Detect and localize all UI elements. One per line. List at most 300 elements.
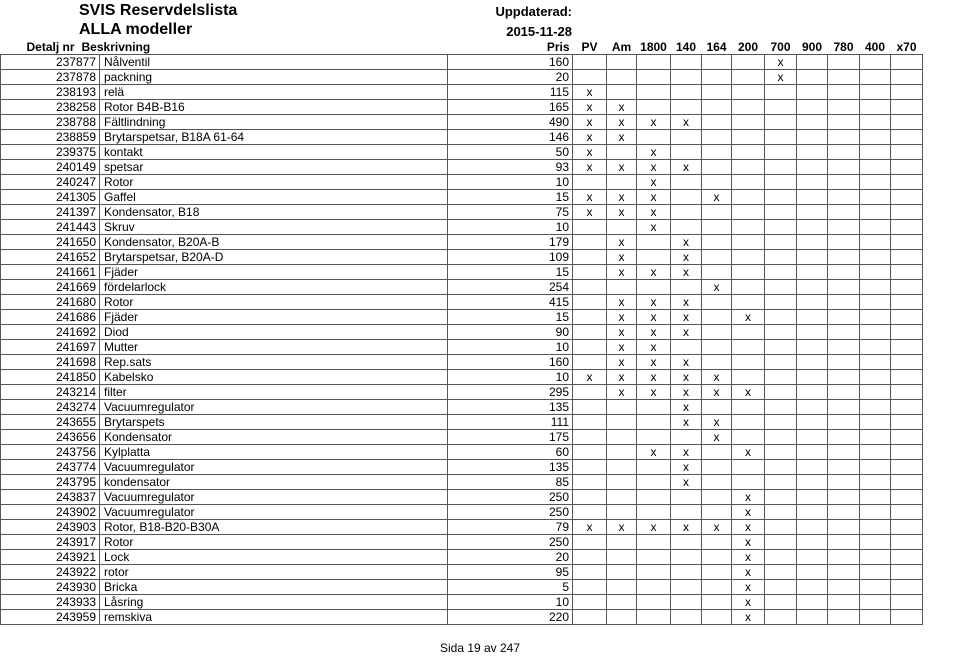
model-fit-cell [607,430,637,445]
model-fit-cell: x [607,190,637,205]
model-fit-cell [765,580,797,595]
price-cell: 135 [448,460,573,475]
model-fit-cell [573,460,607,475]
model-fit-cell [765,595,797,610]
table-row [1,85,923,100]
header-200: 200 [737,40,759,54]
description-cell: Brytarspetsar, B18A 61-64 [100,130,448,145]
model-fit-cell [797,400,828,415]
price-cell: 10 [448,595,573,610]
model-fit-cell: x [732,520,765,535]
model-fit-cell [573,355,607,370]
model-fit-cell [860,595,891,610]
model-fit-cell [765,520,797,535]
model-fit-cell [828,235,860,250]
model-fit-cell [860,295,891,310]
model-fit-cell [732,280,765,295]
table-row [1,580,923,595]
table-row [1,115,923,130]
model-fit-cell: x [732,385,765,400]
model-fit-cell [573,550,607,565]
description-cell: spetsar [100,160,448,175]
model-fit-cell [891,550,923,565]
model-fit-cell [702,295,732,310]
model-fit-cell [732,340,765,355]
header-beskrivning: Beskrivning [81,40,151,54]
model-fit-cell [607,490,637,505]
part-number-cell: 243959 [1,610,100,625]
model-fit-cell [765,190,797,205]
model-fit-cell [860,55,891,70]
table-row [1,505,923,520]
model-fit-cell [891,580,923,595]
model-fit-cell [607,400,637,415]
model-fit-cell: x [732,565,765,580]
price-cell: 220 [448,610,573,625]
model-fit-cell [765,550,797,565]
model-fit-cell [732,475,765,490]
model-fit-cell [765,130,797,145]
model-fit-cell [671,220,702,235]
part-number-cell: 243795 [1,475,100,490]
table-row [1,370,923,385]
price-cell: 90 [448,325,573,340]
model-fit-cell: x [732,505,765,520]
model-fit-cell [702,85,732,100]
model-fit-cell [765,430,797,445]
description-cell: Bricka [100,580,448,595]
model-fit-cell [732,115,765,130]
part-number-cell: 241850 [1,370,100,385]
description-cell: Låsring [100,595,448,610]
model-fit-cell [702,310,732,325]
model-fit-cell [765,490,797,505]
model-fit-cell [860,430,891,445]
description-cell: packning [100,70,448,85]
description-cell: kontakt [100,145,448,160]
table-row [1,400,923,415]
model-fit-cell [732,355,765,370]
model-fit-cell [765,385,797,400]
model-fit-cell [797,205,828,220]
model-fit-cell: x [765,70,797,85]
model-fit-cell [573,265,607,280]
model-fit-cell [607,70,637,85]
model-fit-cell [828,595,860,610]
model-fit-cell [702,205,732,220]
model-fit-cell [765,475,797,490]
model-fit-cell [637,415,671,430]
header-700: 700 [770,40,791,54]
model-fit-cell [702,610,732,625]
table-row [1,55,923,70]
model-fit-cell [828,385,860,400]
model-fit-cell [860,100,891,115]
model-fit-cell [860,535,891,550]
model-fit-cell [860,205,891,220]
model-fit-cell: x [671,445,702,460]
model-fit-cell [797,460,828,475]
model-fit-cell [702,325,732,340]
model-fit-cell: x [671,475,702,490]
table-row [1,250,923,265]
model-fit-cell [828,130,860,145]
model-fit-cell [702,505,732,520]
part-number-cell: 241680 [1,295,100,310]
table-row [1,130,923,145]
model-fit-cell [828,325,860,340]
model-fit-cell [891,100,923,115]
model-fit-cell [891,385,923,400]
price-cell: 60 [448,445,573,460]
model-fit-cell [702,595,732,610]
model-fit-cell: x [671,355,702,370]
model-fit-cell [671,280,702,295]
table-row [1,160,923,175]
description-cell: kondensator [100,475,448,490]
model-fit-cell [828,415,860,430]
model-fit-cell [860,250,891,265]
price-cell: 250 [448,535,573,550]
updated-label: Uppdaterad: [495,4,572,19]
model-fit-cell [702,565,732,580]
model-fit-cell [732,400,765,415]
model-fit-cell [732,415,765,430]
model-fit-cell [765,355,797,370]
model-fit-cell [765,250,797,265]
description-cell: Rotor B4B-B16 [100,100,448,115]
model-fit-cell [637,580,671,595]
model-fit-cell [732,130,765,145]
model-fit-cell [765,535,797,550]
model-fit-cell [891,430,923,445]
model-fit-cell [573,475,607,490]
model-fit-cell [797,160,828,175]
table-row [1,100,923,115]
model-fit-cell: x [637,205,671,220]
model-fit-cell [671,535,702,550]
description-cell: Fjäder [100,265,448,280]
model-fit-cell [860,145,891,160]
table-row [1,70,923,85]
price-cell: 146 [448,130,573,145]
model-fit-cell [702,175,732,190]
model-fit-cell [702,535,732,550]
model-fit-cell [828,100,860,115]
description-cell: filter [100,385,448,400]
model-fit-cell [607,550,637,565]
model-fit-cell [573,595,607,610]
model-fit-cell [797,595,828,610]
model-fit-cell [891,235,923,250]
model-fit-cell [828,445,860,460]
model-fit-cell [702,490,732,505]
part-number-cell: 241697 [1,340,100,355]
part-number-cell: 241305 [1,190,100,205]
model-fit-cell: x [671,460,702,475]
model-fit-cell [765,115,797,130]
price-cell: 10 [448,175,573,190]
model-fit-cell [732,55,765,70]
model-fit-cell [828,460,860,475]
model-fit-cell [637,490,671,505]
model-fit-cell: x [671,235,702,250]
description-cell: rotor [100,565,448,580]
model-fit-cell: x [732,595,765,610]
price-cell: 75 [448,205,573,220]
model-fit-cell [671,100,702,115]
model-fit-cell [573,400,607,415]
model-fit-cell [891,505,923,520]
price-cell: 115 [448,85,573,100]
table-row [1,565,923,580]
description-cell: Rotor, B18-B20-B30A [100,520,448,535]
model-fit-cell [732,295,765,310]
part-number-cell: 243274 [1,400,100,415]
model-fit-cell [797,190,828,205]
model-fit-cell: x [702,370,732,385]
model-fit-cell [637,280,671,295]
model-fit-cell: x [732,610,765,625]
part-number-cell: 243903 [1,520,100,535]
model-fit-cell [671,550,702,565]
model-fit-cell: x [732,580,765,595]
model-fit-cell: x [702,415,732,430]
document-subtitle: ALLA modeller [79,21,193,38]
model-fit-cell [765,505,797,520]
model-fit-cell: x [573,130,607,145]
model-fit-cell [637,475,671,490]
table-row [1,265,923,280]
model-fit-cell: x [637,115,671,130]
model-fit-cell [860,310,891,325]
model-fit-cell: x [607,370,637,385]
model-fit-cell: x [607,160,637,175]
model-fit-cell [797,85,828,100]
model-fit-cell [732,190,765,205]
model-fit-cell [573,55,607,70]
part-number-cell: 238193 [1,85,100,100]
table-row [1,535,923,550]
model-fit-cell [891,415,923,430]
model-fit-cell [637,595,671,610]
model-fit-cell [671,55,702,70]
model-fit-cell [765,415,797,430]
model-fit-cell: x [573,160,607,175]
model-fit-cell [828,610,860,625]
price-cell: 85 [448,475,573,490]
model-fit-cell: x [607,385,637,400]
model-fit-cell [732,175,765,190]
model-fit-cell [797,490,828,505]
model-fit-cell [860,85,891,100]
model-fit-cell [637,565,671,580]
model-fit-cell: x [637,145,671,160]
model-fit-cell: x [732,550,765,565]
part-number-cell: 243921 [1,550,100,565]
model-fit-cell: x [607,205,637,220]
model-fit-cell [797,100,828,115]
model-fit-cell: x [702,280,732,295]
model-fit-cell [607,220,637,235]
table-row [1,445,923,460]
model-fit-cell [637,100,671,115]
table-row [1,595,923,610]
model-fit-cell [891,565,923,580]
model-fit-cell [797,430,828,445]
model-fit-cell: x [637,265,671,280]
model-fit-cell [573,340,607,355]
model-fit-cell [573,490,607,505]
part-number-cell: 243655 [1,415,100,430]
price-cell: 95 [448,565,573,580]
part-number-cell: 241669 [1,280,100,295]
model-fit-cell [797,130,828,145]
model-fit-cell [797,265,828,280]
header-1800: 1800 [640,40,667,54]
description-cell: Fältlindning [100,115,448,130]
table-row [1,310,923,325]
model-fit-cell [797,550,828,565]
model-fit-cell [860,565,891,580]
model-fit-cell [828,430,860,445]
model-fit-cell [671,490,702,505]
model-fit-cell [828,535,860,550]
part-number-cell: 241698 [1,355,100,370]
model-fit-cell: x [607,265,637,280]
description-cell: Rotor [100,535,448,550]
model-fit-cell [765,280,797,295]
model-fit-cell [671,70,702,85]
model-fit-cell [891,250,923,265]
model-fit-cell [573,610,607,625]
model-fit-cell [637,235,671,250]
description-cell: Rotor [100,175,448,190]
model-fit-cell: x [573,145,607,160]
model-fit-cell [797,70,828,85]
model-fit-cell [702,55,732,70]
model-fit-cell [860,505,891,520]
model-fit-cell [797,280,828,295]
model-fit-cell [860,325,891,340]
model-fit-cell [573,505,607,520]
model-fit-cell: x [671,265,702,280]
description-cell: Mutter [100,340,448,355]
table-row [1,475,923,490]
model-fit-cell [573,70,607,85]
model-fit-cell [860,400,891,415]
model-fit-cell [573,310,607,325]
model-fit-cell [573,280,607,295]
model-fit-cell [607,565,637,580]
table-row [1,235,923,250]
table-row [1,295,923,310]
model-fit-cell [607,175,637,190]
model-fit-cell [828,250,860,265]
model-fit-cell [860,160,891,175]
table-row [1,415,923,430]
model-fit-cell: x [607,355,637,370]
table-row [1,550,923,565]
model-fit-cell [860,220,891,235]
model-fit-cell [765,400,797,415]
description-cell: Vacuumregulator [100,400,448,415]
model-fit-cell [828,580,860,595]
part-number-cell: 241650 [1,235,100,250]
model-fit-cell [732,460,765,475]
model-fit-cell [702,145,732,160]
model-fit-cell [797,340,828,355]
table-row [1,220,923,235]
part-number-cell: 243656 [1,430,100,445]
model-fit-cell [891,295,923,310]
price-cell: 15 [448,190,573,205]
model-fit-cell [860,265,891,280]
model-fit-cell [607,475,637,490]
model-fit-cell [702,70,732,85]
model-fit-cell [765,85,797,100]
price-cell: 250 [448,505,573,520]
model-fit-cell [891,190,923,205]
model-fit-cell: x [637,520,671,535]
model-fit-cell: x [732,445,765,460]
table-row [1,205,923,220]
model-fit-cell: x [637,175,671,190]
model-fit-cell [702,355,732,370]
model-fit-cell [891,535,923,550]
price-cell: 175 [448,430,573,445]
model-fit-cell [891,400,923,415]
model-fit-cell [637,460,671,475]
model-fit-cell [828,115,860,130]
description-cell: Brytarspetsar, B20A-D [100,250,448,265]
description-cell: Nålventil [100,55,448,70]
part-number-cell: 238258 [1,100,100,115]
model-fit-cell [765,265,797,280]
part-number-cell: 241692 [1,325,100,340]
model-fit-cell [891,175,923,190]
model-fit-cell [891,325,923,340]
model-fit-cell [797,580,828,595]
model-fit-cell [671,85,702,100]
description-cell: Brytarspets [100,415,448,430]
model-fit-cell: x [607,235,637,250]
model-fit-cell: x [671,250,702,265]
model-fit-cell [637,535,671,550]
price-cell: 93 [448,160,573,175]
model-fit-cell [637,430,671,445]
price-cell: 111 [448,415,573,430]
model-fit-cell: x [607,340,637,355]
model-fit-cell [828,70,860,85]
model-fit-cell: x [637,385,671,400]
model-fit-cell [860,490,891,505]
model-fit-cell [732,160,765,175]
part-number-cell: 243774 [1,460,100,475]
model-fit-cell: x [765,55,797,70]
model-fit-cell [828,520,860,535]
model-fit-cell: x [607,250,637,265]
header-900: 900 [801,40,823,54]
model-fit-cell [860,475,891,490]
model-fit-cell: x [637,190,671,205]
model-fit-cell [607,610,637,625]
model-fit-cell: x [637,220,671,235]
model-fit-cell [573,235,607,250]
table-row [1,145,923,160]
model-fit-cell: x [671,520,702,535]
part-number-cell: 238788 [1,115,100,130]
